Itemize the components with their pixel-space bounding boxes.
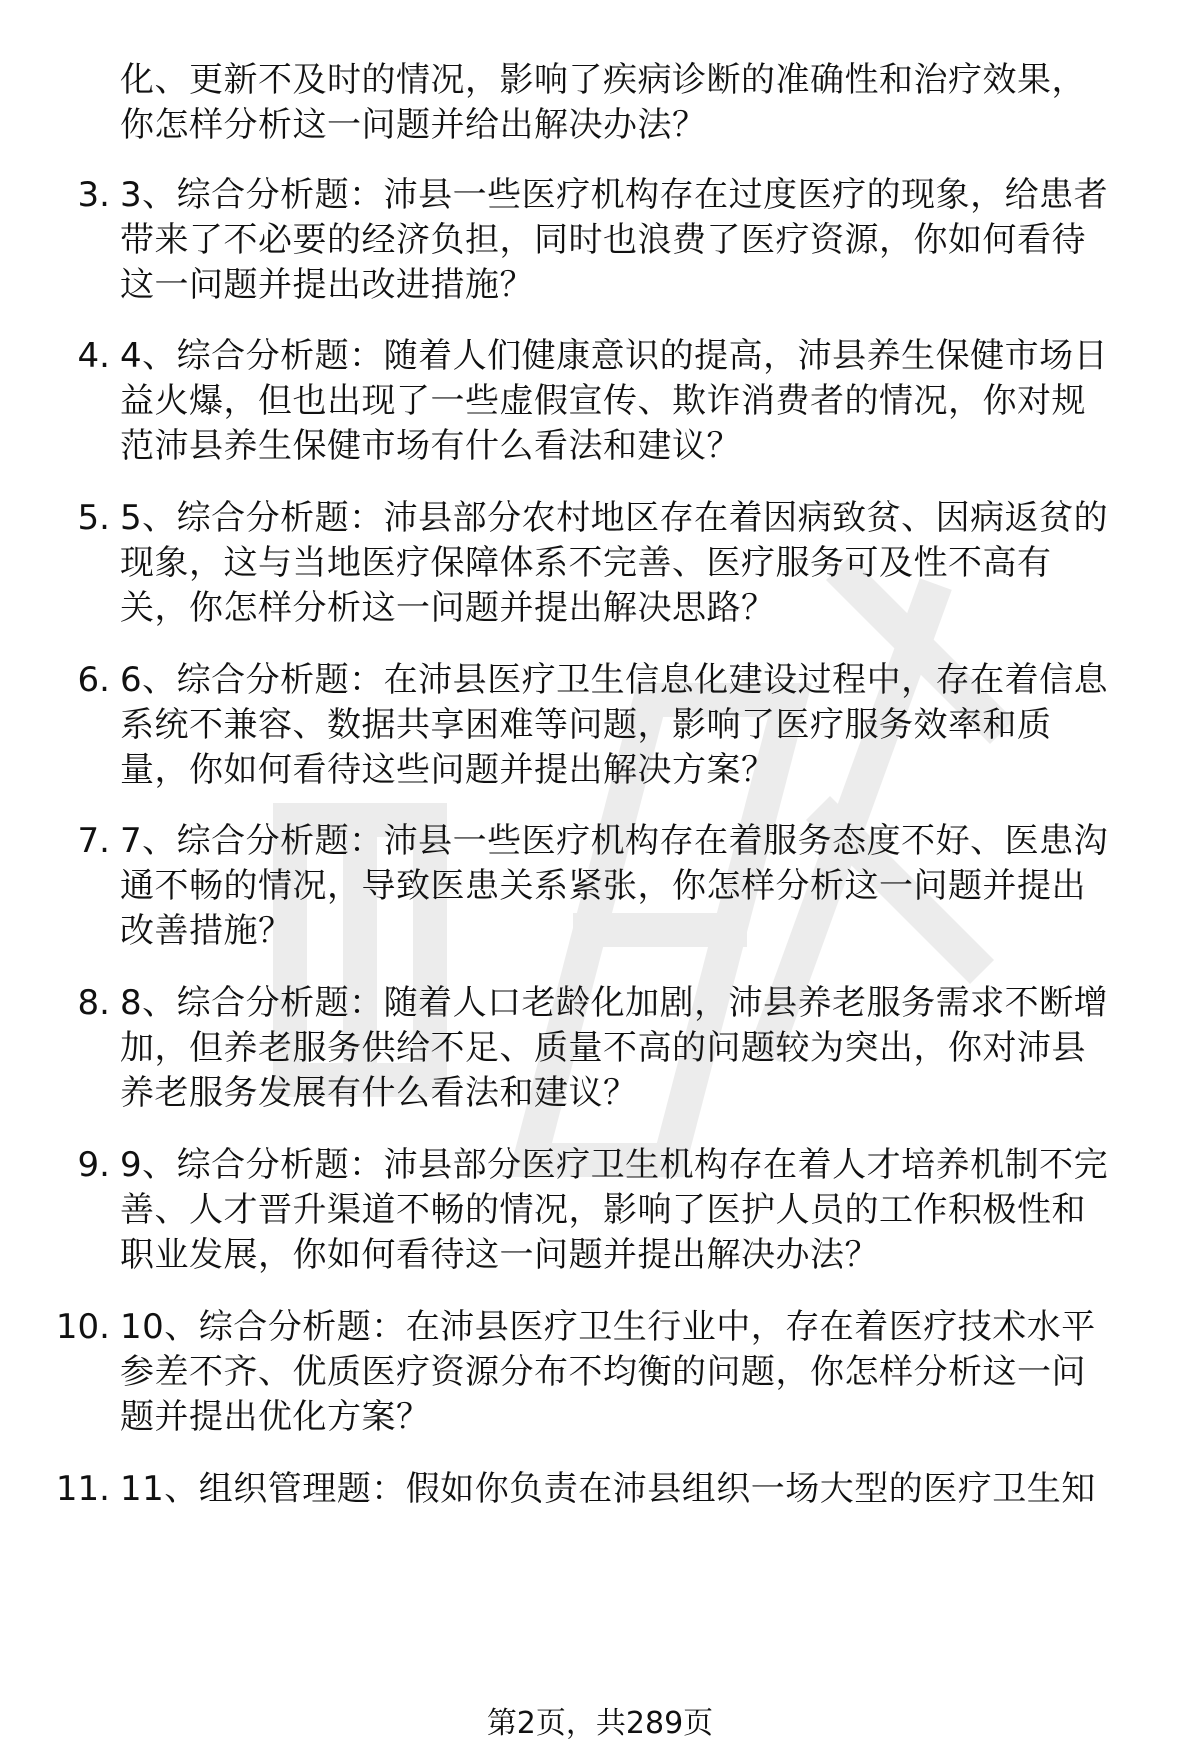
item-number: 4.: [77, 336, 110, 376]
item-line: 11、组织管理题：假如你负责在沛县组织一场大型的医疗卫生知: [120, 1469, 1096, 1509]
item-line: 通不畅的情况，导致医患关系紧张，你怎样分析这一问题并提出: [120, 866, 1086, 906]
item-line: 现象，这与当地医疗保障体系不完善、医疗服务可及性不高有: [120, 543, 1052, 583]
item-line: 益火爆，但也出现了一些虚假宣传、欺诈消费者的情况，你对规: [120, 381, 1086, 421]
item-line: 9、综合分析题：沛县部分医疗卫生机构存在着人才培养机制不完: [120, 1145, 1109, 1185]
item-line: 8、综合分析题：随着人口老龄化加剧，沛县养老服务需求不断增: [120, 983, 1109, 1023]
item-line: 善、人才晋升渠道不畅的情况，影响了医护人员的工作积极性和: [120, 1190, 1086, 1230]
item-line: 量，你如何看待这些问题并提出解决方案？: [120, 750, 776, 790]
item-line: 10、综合分析题：在沛县医疗卫生行业中，存在着医疗技术水平: [120, 1307, 1096, 1347]
item-line: 带来了不必要的经济负担，同时也浪费了医疗资源，你如何看待: [120, 220, 1086, 260]
item-number: 7.: [77, 821, 110, 861]
item-line: 关，你怎样分析这一问题并提出解决思路？: [120, 588, 776, 628]
item-line: 4、综合分析题：随着人们健康意识的提高，沛县养生保健市场日: [120, 336, 1109, 376]
item-number: 6.: [77, 660, 110, 700]
item-line: 加，但养老服务供给不足、质量不高的问题较为突出，你对沛县: [120, 1028, 1086, 1068]
item-number: 5.: [77, 498, 110, 538]
intro-line-2: 你怎样分析这一问题并给出解决办法？: [120, 105, 707, 145]
item-line: 7、综合分析题：沛县一些医疗机构存在着服务态度不好、医患沟: [120, 821, 1109, 861]
item-line: 改善措施？: [120, 911, 293, 951]
item-number: 10.: [55, 1307, 110, 1347]
item-line: 养老服务发展有什么看法和建议？: [120, 1073, 638, 1113]
item-line: 系统不兼容、数据共享困难等问题，影响了医疗服务效率和质: [120, 705, 1052, 745]
page-number-footer: 第2页，共289页: [486, 1706, 714, 1741]
item-line: 这一问题并提出改进措施？: [120, 265, 534, 305]
item-line: 6、综合分析题：在沛县医疗卫生信息化建设过程中，存在着信息: [120, 660, 1109, 700]
item-line: 3、综合分析题：沛县一些医疗机构存在过度医疗的现象，给患者: [120, 175, 1109, 215]
item-line: 参差不齐、优质医疗资源分布不均衡的问题，你怎样分析这一问: [120, 1352, 1086, 1392]
item-line: 题并提出优化方案？: [120, 1397, 431, 1437]
item-number: 3.: [77, 175, 110, 215]
item-line: 职业发展，你如何看待这一问题并提出解决办法？: [120, 1235, 879, 1275]
item-number: 9.: [77, 1145, 110, 1185]
item-line: 5、综合分析题：沛县部分农村地区存在着因病致贫、因病返贫的: [120, 498, 1109, 538]
item-number: 8.: [77, 983, 110, 1023]
item-number: 11.: [55, 1469, 110, 1509]
item-line: 范沛县养生保健市场有什么看法和建议？: [120, 426, 741, 466]
intro-line-1: 化、更新不及时的情况，影响了疾病诊断的准确性和治疗效果，: [120, 60, 1086, 100]
